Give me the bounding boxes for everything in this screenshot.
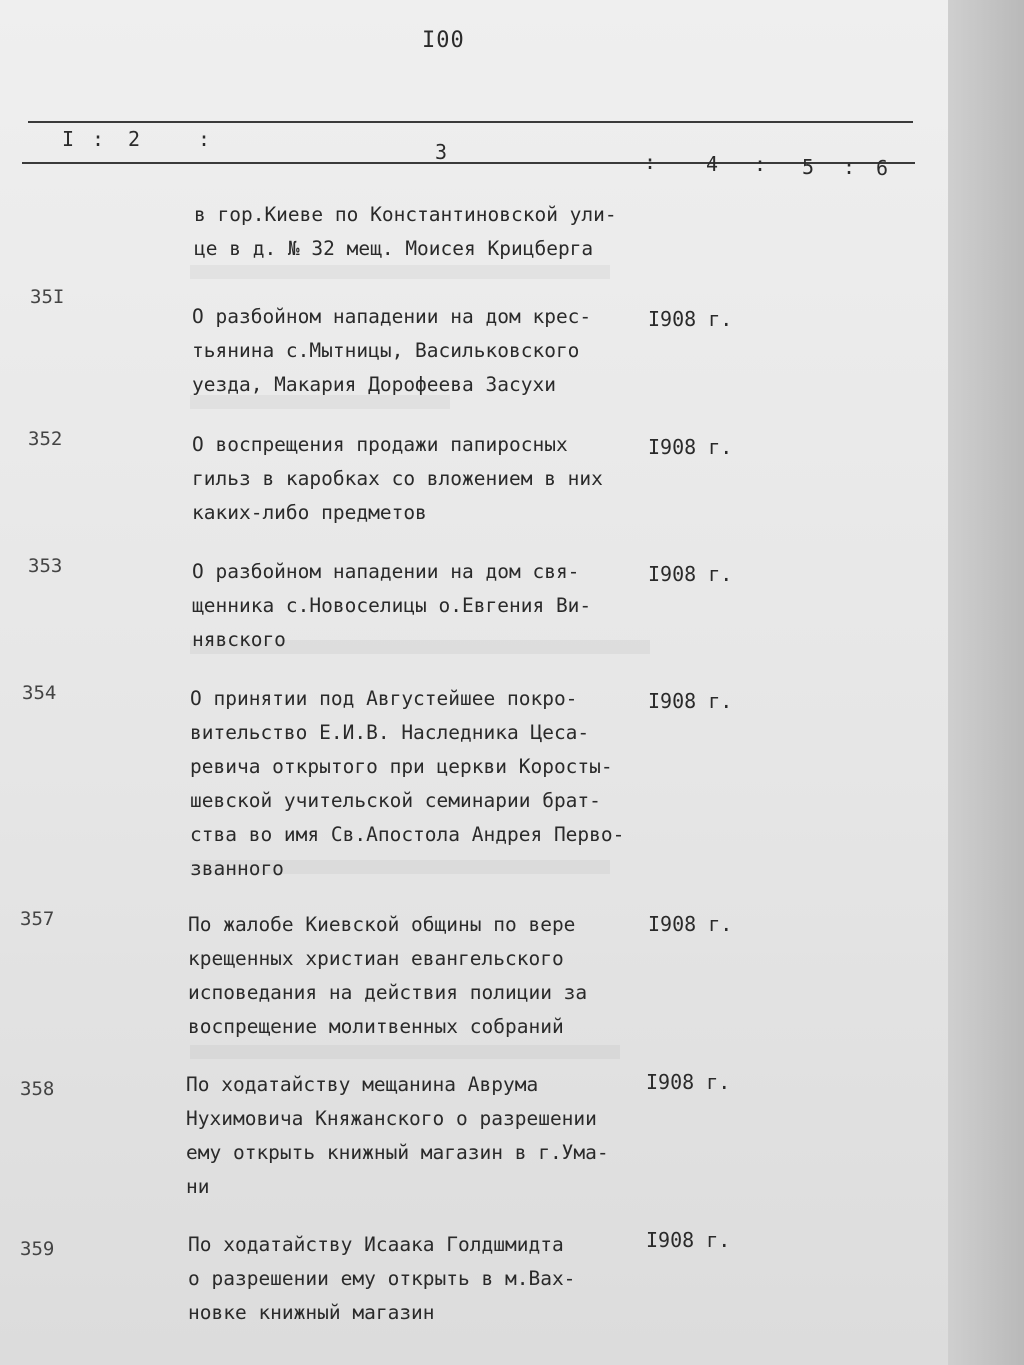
entry-year: I908 г. — [648, 912, 733, 936]
entry-text: О принятии под Августейшее покро- вительство Е.И.В. Наследника Цеса- ревича открытого при церкви Коросты- шевской учительской семинарии брат- ства во имя Св.Апостола Андрея Перво- званного — [190, 687, 625, 880]
entry-text: О воспрещения продажи папиросных гильз в каробках со вложением в них каких-либо предметов — [192, 433, 603, 524]
entry-number: 357 — [20, 908, 55, 930]
bleed-through-line — [190, 1045, 620, 1059]
column-header-4: 4 — [706, 152, 719, 176]
column-separator: : — [843, 155, 856, 179]
entry-number: 354 — [22, 682, 57, 704]
entry-text: По ходатайству Исаака Голдшмидта о разрешении ему открыть в м.Вах- новке книжный магазин — [188, 1233, 576, 1324]
entry-year: I908 г. — [648, 307, 733, 331]
page-edge — [948, 0, 1024, 1365]
entry-year: I908 г. — [646, 1228, 731, 1252]
entry-number: 358 — [20, 1078, 55, 1100]
entry-year: I908 г. — [648, 562, 733, 586]
entry-year: I908 г. — [646, 1070, 731, 1094]
entry-year: I908 г. — [648, 689, 733, 713]
entry-number: 359 — [20, 1238, 55, 1260]
column-separator: : — [92, 127, 105, 151]
entry-number: 353 — [28, 555, 63, 577]
column-header-1: I — [62, 127, 75, 151]
entry-text: О разбойном нападении на дом крес- тьянина с.Мытницы, Васильковского уезда, Макария Дорофеева Засухи — [192, 305, 592, 396]
column-header-6: 6 — [876, 156, 889, 180]
column-header-2: 2 — [128, 127, 141, 151]
column-header-5: 5 — [802, 155, 815, 179]
header-rule-bottom — [22, 162, 915, 164]
entry-text: в гор.Киеве по Константиновской ули- це в д. № 32 мещ. Моисея Крицберга — [194, 203, 617, 260]
entry-number: 35I — [30, 286, 65, 308]
column-separator: : — [644, 150, 657, 174]
entry-number: 352 — [28, 428, 63, 450]
entry-year: I908 г. — [648, 435, 733, 459]
column-header-3: 3 — [435, 140, 448, 164]
entry-text: По жалобе Киевской общины по вере крещенных христиан евангельского исповедания на действия полиции за воспрещение молитвенных собраний — [188, 913, 588, 1038]
bleed-through-line — [190, 265, 610, 279]
column-separator: : — [754, 152, 767, 176]
header-rule-top — [28, 121, 913, 123]
page-number: I00 — [422, 28, 465, 53]
column-separator: : — [198, 127, 211, 151]
entry-text: О разбойном нападении на дом свя- щенника с.Новоселицы о.Евгения Ви- нявского — [192, 560, 592, 651]
entry-text: По ходатайству мещанина Аврума Нухимовича Княжанского о разрешении ему открыть книжный магазин в г.Ума- ни — [186, 1073, 609, 1198]
